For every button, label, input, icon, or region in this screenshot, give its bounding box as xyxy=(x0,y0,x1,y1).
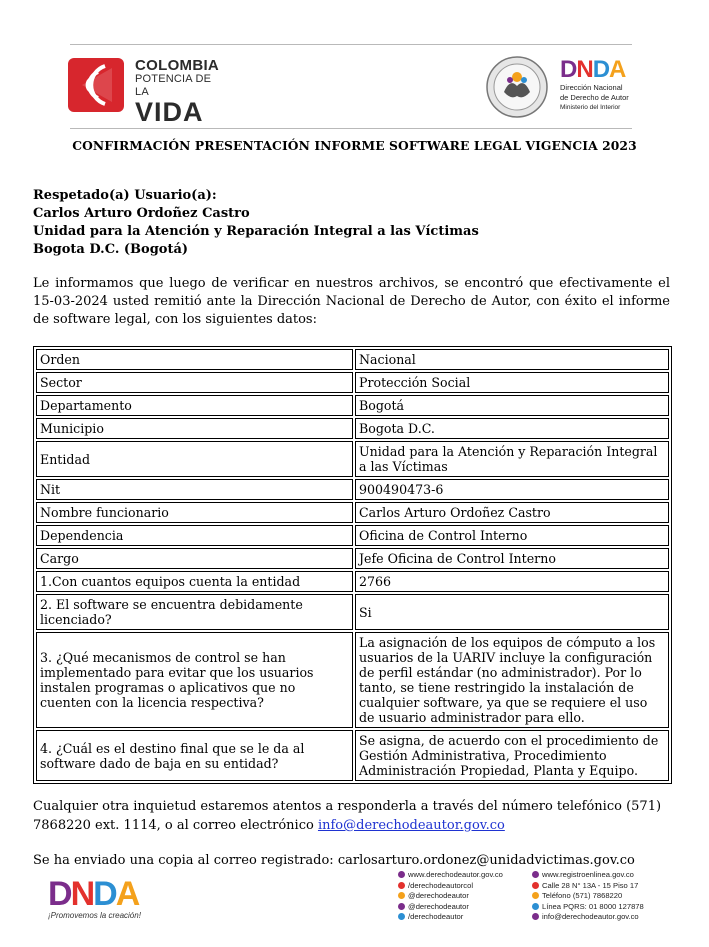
row-label: Municipio xyxy=(36,418,353,439)
table-row xyxy=(36,525,669,546)
document-title: CONFIRMACIÓN PRESENTACIÓN INFORME SOFTWARE LEGAL VIGENCIA 2023 xyxy=(72,138,637,153)
twitter-icon xyxy=(398,892,405,899)
recipient-name: Carlos Arturo Ordoñez Castro xyxy=(33,206,250,221)
recipient-city: Bogota D.C. (Bogotá) xyxy=(33,242,189,257)
colombia-logo-text xyxy=(135,58,228,126)
dnda-letter: A xyxy=(115,875,139,913)
table-row xyxy=(36,632,669,728)
footer-contact-item[interactable] xyxy=(398,870,503,881)
row-label: Entidad xyxy=(36,441,353,477)
colombia-potencia-de-la-vida-logo xyxy=(68,57,228,127)
phone-icon xyxy=(532,892,539,899)
footer-contact-item[interactable] xyxy=(398,912,503,923)
dnda-footer-wordmark xyxy=(48,875,158,913)
footer-contact-text: info@derechodeautor.gov.co xyxy=(542,912,639,922)
globe-icon xyxy=(398,871,405,878)
table-row xyxy=(36,571,669,592)
row-value: La asignación de los equipos de cómputo a los usuarios de la UARIV incluye la configuración de perfil estándar (no administrador). Por lo tanto, se tiene restringido la instalación de cualquier software, ya que se requiere el uso de usuario administrador para ello. xyxy=(355,632,669,728)
footer-contact-text: www.registroenlinea.gov.co xyxy=(542,870,634,879)
instagram-icon xyxy=(398,903,405,910)
table-row xyxy=(36,395,669,416)
location-icon xyxy=(532,882,539,889)
footer-contact-item[interactable] xyxy=(398,902,503,913)
row-label: Sector xyxy=(36,372,353,393)
report-data-rows xyxy=(36,349,669,781)
row-value: Jefe Oficina de Control Interno xyxy=(355,548,669,569)
dnda-header-logo xyxy=(560,58,640,112)
closing-text: Cualquier otra inquietud estaremos atentos a responderla a través del número telefónico (571) 7868220 ext. 1114, o al correo electrónico xyxy=(33,799,662,833)
table-row xyxy=(36,594,669,630)
row-value: Unidad para la Atención y Reparación Integral a las Víctimas xyxy=(355,441,669,477)
header-top-divider xyxy=(70,44,632,45)
footer-contact-text: Teléfono (571) 7868220 xyxy=(542,891,623,901)
row-label: Departamento xyxy=(36,395,353,416)
phone-line-icon xyxy=(532,903,539,910)
row-value: 900490473-6 xyxy=(355,479,669,500)
row-label: Orden xyxy=(36,349,353,370)
table-row xyxy=(36,349,669,370)
row-value: 2766 xyxy=(355,571,669,592)
footer-contact-item[interactable] xyxy=(398,891,503,902)
footer-contact-text: /derechodeautor xyxy=(408,912,464,922)
footer-slogan: ¡Promovemos la creación! xyxy=(48,911,141,920)
row-label: 3. ¿Qué mecanismos de control se han implementado para evitar que los usuarios instalen programas o aplicativos que no cuenten con la licencia respectiva? xyxy=(36,632,353,728)
footer-contact-item[interactable] xyxy=(398,881,503,892)
dnda-letter: A xyxy=(609,56,626,83)
dnda-letter: D xyxy=(48,875,71,913)
table-row xyxy=(36,479,669,500)
table-row xyxy=(36,372,669,393)
footer-contacts-left xyxy=(398,870,503,923)
footer-contact-text: Calle 28 N° 13A - 15 Piso 17 xyxy=(542,880,639,890)
footer-contact-text: @derechodeautor xyxy=(408,901,469,911)
contact-email-link[interactable]: info@derechodeautor.gov.co xyxy=(317,818,505,833)
copy-note: Se ha enviado una copia al correo registrado: carlosarturo.ordonez@unidadvictimas.gov.co xyxy=(33,853,635,868)
row-value: Bogota D.C. xyxy=(355,418,669,439)
dnda-header-line2: de Derecho de Autor xyxy=(560,93,629,102)
closing-paragraph xyxy=(33,797,673,835)
colombia-logo-line3: VIDA xyxy=(135,97,204,127)
row-label: 2. El software se encuentra debidamente licenciado? xyxy=(36,594,353,630)
row-value: Protección Social xyxy=(355,372,669,393)
dnda-letter: D xyxy=(93,875,116,913)
dnda-header-line1: Dirección Nacional xyxy=(560,83,623,92)
colombia-logo-mark-icon xyxy=(68,58,124,112)
row-value: Se asigna, de acuerdo con el procedimiento de Gestión Administrativa, Procedimiento Administración Propiedad, Planta y Equipo. xyxy=(355,730,669,781)
footer-contact-item[interactable] xyxy=(532,881,644,892)
table-row xyxy=(36,548,669,569)
dnda-letter: N xyxy=(576,56,593,83)
footer-contact-text: @derechodeautor xyxy=(408,891,469,901)
youtube-icon xyxy=(398,882,405,889)
intro-paragraph: Le informamos que luego de verificar en nuestros archivos, se encontró que efectivamente el 15-03-2024 usted remitió ante la Dirección Nacional de Derecho de Autor, con éxito el informe de software legal, con los siguientes datos: xyxy=(33,276,670,327)
colombia-logo-line1: COLOMBIA xyxy=(135,57,220,74)
dnda-letter: D xyxy=(592,56,610,83)
recipient-block xyxy=(33,187,479,259)
row-label: Nit xyxy=(36,479,353,500)
table-row xyxy=(36,730,669,781)
footer-contact-text: /derechodeautorcol xyxy=(408,880,474,890)
row-label: Nombre funcionario xyxy=(36,502,353,523)
ministerio-seal-icon xyxy=(486,56,548,118)
row-label: 1.Con cuantos equipos cuenta la entidad xyxy=(36,571,353,592)
colombia-logo-line2: POTENCIA DE LA xyxy=(135,73,212,98)
row-value: Carlos Arturo Ordoñez Castro xyxy=(355,502,669,523)
dnda-wordmark xyxy=(560,58,640,82)
row-value: Si xyxy=(355,594,669,630)
footer-contact-text: www.derechodeautor.gov.co xyxy=(408,870,503,879)
row-value: Nacional xyxy=(355,349,669,370)
row-label: 4. ¿Cuál es el destino final que se le da al software dado de baja en su entidad? xyxy=(36,730,353,781)
footer-contact-item[interactable] xyxy=(532,902,644,913)
row-value: Oficina de Control Interno xyxy=(355,525,669,546)
footer-contact-text: Línea PQRS: 01 8000 127878 xyxy=(542,901,644,911)
report-data-table xyxy=(33,346,672,784)
footer-contact-item[interactable] xyxy=(532,870,644,881)
footer-contact-item[interactable] xyxy=(532,891,644,902)
row-label: Cargo xyxy=(36,548,353,569)
dnda-letter: D xyxy=(560,56,577,83)
dnda-header-line3: Ministerio del Interior xyxy=(560,104,621,111)
footer-contact-item[interactable] xyxy=(532,912,644,923)
footer-contacts-right xyxy=(532,870,644,923)
table-row xyxy=(36,418,669,439)
header-bottom-divider xyxy=(70,128,632,129)
dnda-letter: N xyxy=(70,875,94,913)
facebook-icon xyxy=(398,913,405,920)
greeting: Respetado(a) Usuario(a): xyxy=(33,188,217,203)
mail-icon xyxy=(532,913,539,920)
table-row xyxy=(36,441,669,477)
row-value: Bogotá xyxy=(355,395,669,416)
globe-icon xyxy=(532,871,539,878)
table-row xyxy=(36,502,669,523)
recipient-entity: Unidad para la Atención y Reparación Integral a las Víctimas xyxy=(33,224,479,239)
row-label: Dependencia xyxy=(36,525,353,546)
dnda-footer-logo xyxy=(48,875,158,920)
